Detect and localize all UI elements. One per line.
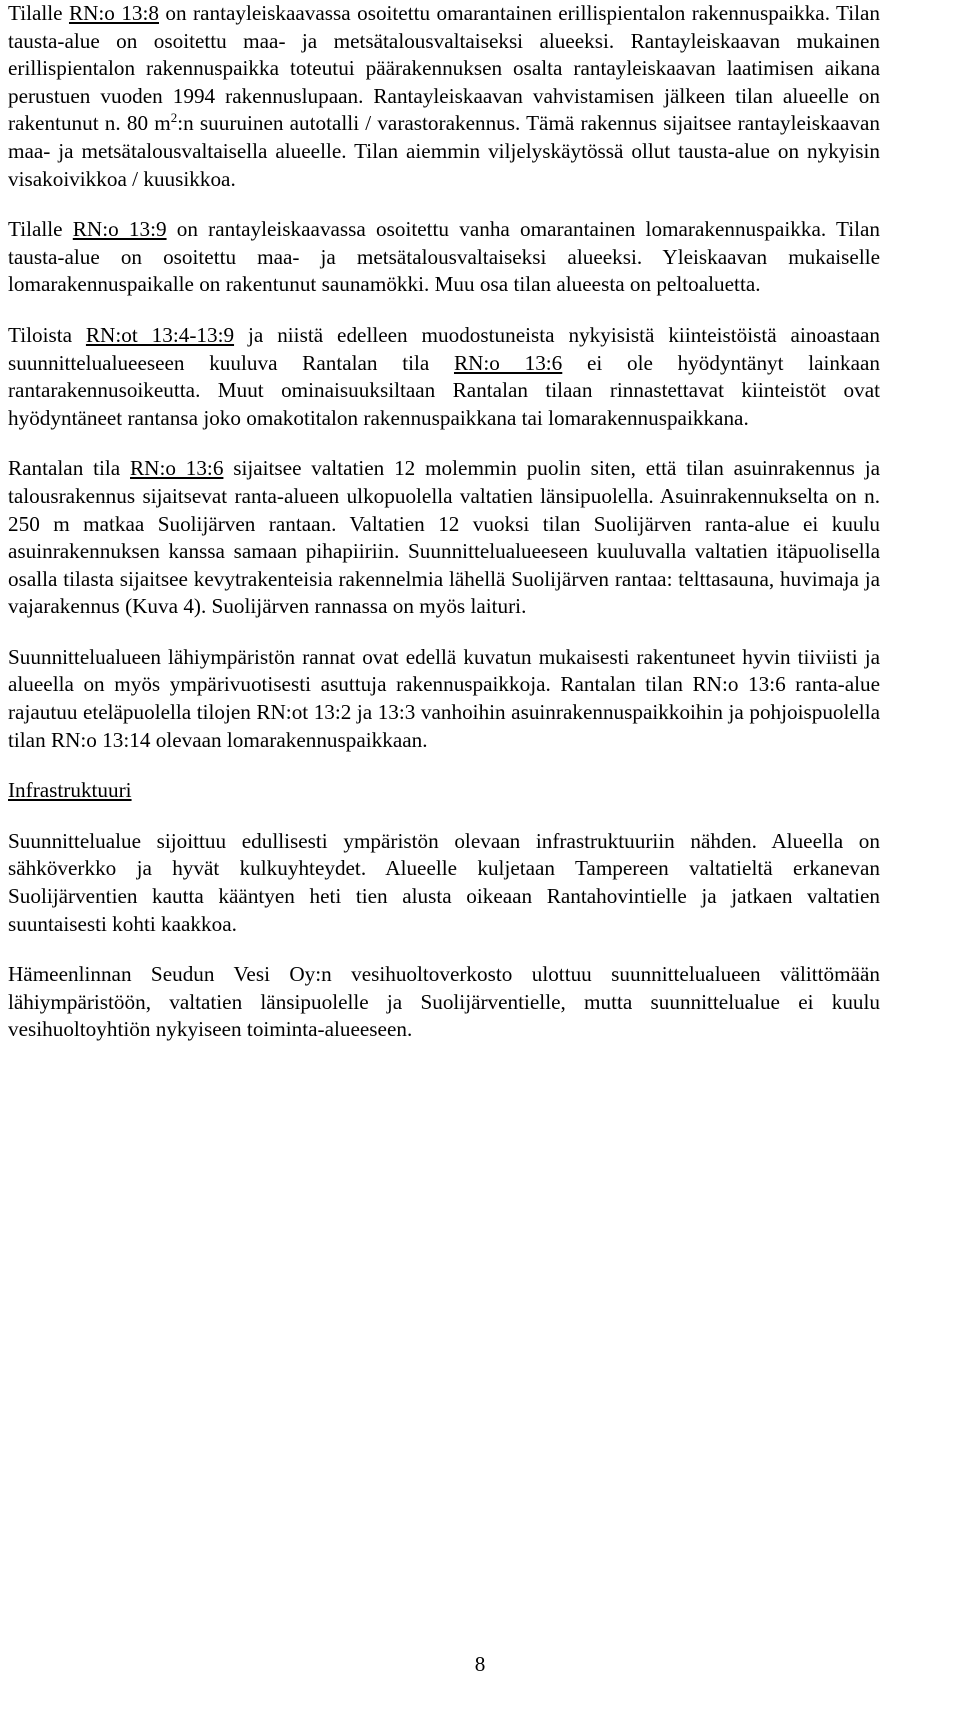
paragraph-lahiymparisto: Suunnittelualueen lähiympäristön rannat ovat edellä kuvatun mukaisesti rakentuneet hyvin tiiviisti ja alueella on myös ympärivuotisesti asuttuja rakennuspaikkoja. Rantalan tilan RN:o 13:6 ranta-alue rajautuu eteläpuolella tilojen RN:ot 13:2 ja 13:3 vanhoihin asuinrakennuspaikkoihin ja pohjoispuolella tilan RN:o 13:14 olevaan lomarakennuspaikkaan. bbox=[8, 644, 880, 752]
paragraph-rn-13-8: Tilalle RN:o 13:8 on rantayleiskaavassa osoitettu omarantainen erillispientalon rakennuspaikka. Tilan tausta-alue on osoitettu maa- ja metsätalousvaltaiseksi alueeksi. Rantayleiskaavan mukainen erillispientalon rakennuspaikka toteutui päärakennuksen osalta rantayleiskaavan laatimisen aikana perustuen vuoden 1994 rakennuslupaan. Rantayleiskaavan vahvistamisen jälkeen tilan alueelle on rakentunut n. 80 $m^2:n$ suuruinen autotalli / varastorakennus. Tämä rakennus sijaitsee rantayleiskaavan maa- ja metsätalousvaltaisella alueelle. Tilan aiemmin viljelyskäytössä ollut tausta-alue on nykyisin visakoivikkoa / kuusikkoa. bbox=[8, 1, 880, 191]
reference-rn-13-9: RN:o 13:9 bbox=[72, 217, 167, 242]
document-page bbox=[8, 0, 880, 1067]
reference-rn-13-4-13-9: RN:ot 13:4-13:9 bbox=[85, 322, 235, 347]
paragraph-tiloista: Tiloista RN:ot 13:4-13:9 ja niistä edelleen muodostuneista nykyisistä kiinteistöistä ainoastaan suunnittelualueeseen kuuluva Rantalan tila RN:o 13:6 ei ole hyödyntänyt lainkaan rantarakennusoikeutta. Muut ominaisuuksiltaan Rantalan tilaan rinnastettavat kiinteistöt ovat hyödyntäneet rantansa joko omakotitalon rakennuspaikkana tai lomarakennuspaikkana. bbox=[8, 322, 880, 430]
reference-rn-13-8: RN:o 13:8 bbox=[68, 1, 159, 25]
reference-rn-13-6-second: RN:o 13:6 bbox=[130, 456, 224, 481]
reference-rn-13-6: RN:o 13:6 bbox=[453, 350, 563, 375]
section-heading-infrastruktuuri: Infrastruktuuri bbox=[8, 778, 132, 803]
paragraph-rn-13-9: Tilalle RN:o 13:9 on rantayleiskaavassa osoitettu vanha omarantainen lomarakennuspaikka. Tilan tausta-alue on osoitettu maa- ja metsätalousvaltaiseksi alueeksi. Yleiskaavan mukaiselle lomarakennuspaikalle on rakentunut saunamökki. Muu osa tilan alueesta on peltoaluetta. bbox=[8, 217, 880, 297]
superscript-2: 2 bbox=[170, 110, 178, 126]
page-number: 8 bbox=[474, 1652, 486, 1676]
paragraph-infrastruktuuri: Suunnittelualue sijoittuu edullisesti ympäristön olevaan infrastruktuuriin nähden. Alueella on sähköverkko ja hyvät kulkuyhteydet. Alueelle kuljetaan Tampereen valtatieltä erkanevan Suolijärventien kautta kääntyen heti tien alusta oikeaan Rantahovintielle ja jatkaen valtatien suuntaisesti kohti kaakkoa. bbox=[8, 828, 880, 936]
paragraph-rantalan-tila: Rantalan tila RN:o 13:6 sijaitsee valtatien 12 molemmin puolin siten, että tilan asuinrakennus ja talousrakennus sijaitsevat ranta-alueen ulkopuolella valtatien länsipuolella. Asuinrakennukselta on n. 250 m matkaa Suolijärven rantaan. Valtatien 12 vuoksi tilan Suolijärven ranta-alue ei kuulu asuinrakennuksen kanssa samaan pihapiiriin. Suunnittelualueeseen kuuluvalla valtatien itäpuolisella osalla tilasta sijaitsee kevytrakenteisia rakennelmia lähellä Suolijärven rantaa: telttasauna, huvimaja ja vajarakennus (Kuva 4). Suolijärven rannassa on myös laituri. bbox=[8, 456, 880, 619]
paragraph-vesihuolto: Hämeenlinnan Seudun Vesi Oy:n vesihuoltoverkosto ulottuu suunnittelualueen välittömään lähiympäristöön, valtatien länsipuolelle ja Suolijärventielle, mutta suunnittelualue ei kuulu vesihuoltoyhtiön nykyiseen toiminta-alueeseen. bbox=[8, 962, 880, 1042]
